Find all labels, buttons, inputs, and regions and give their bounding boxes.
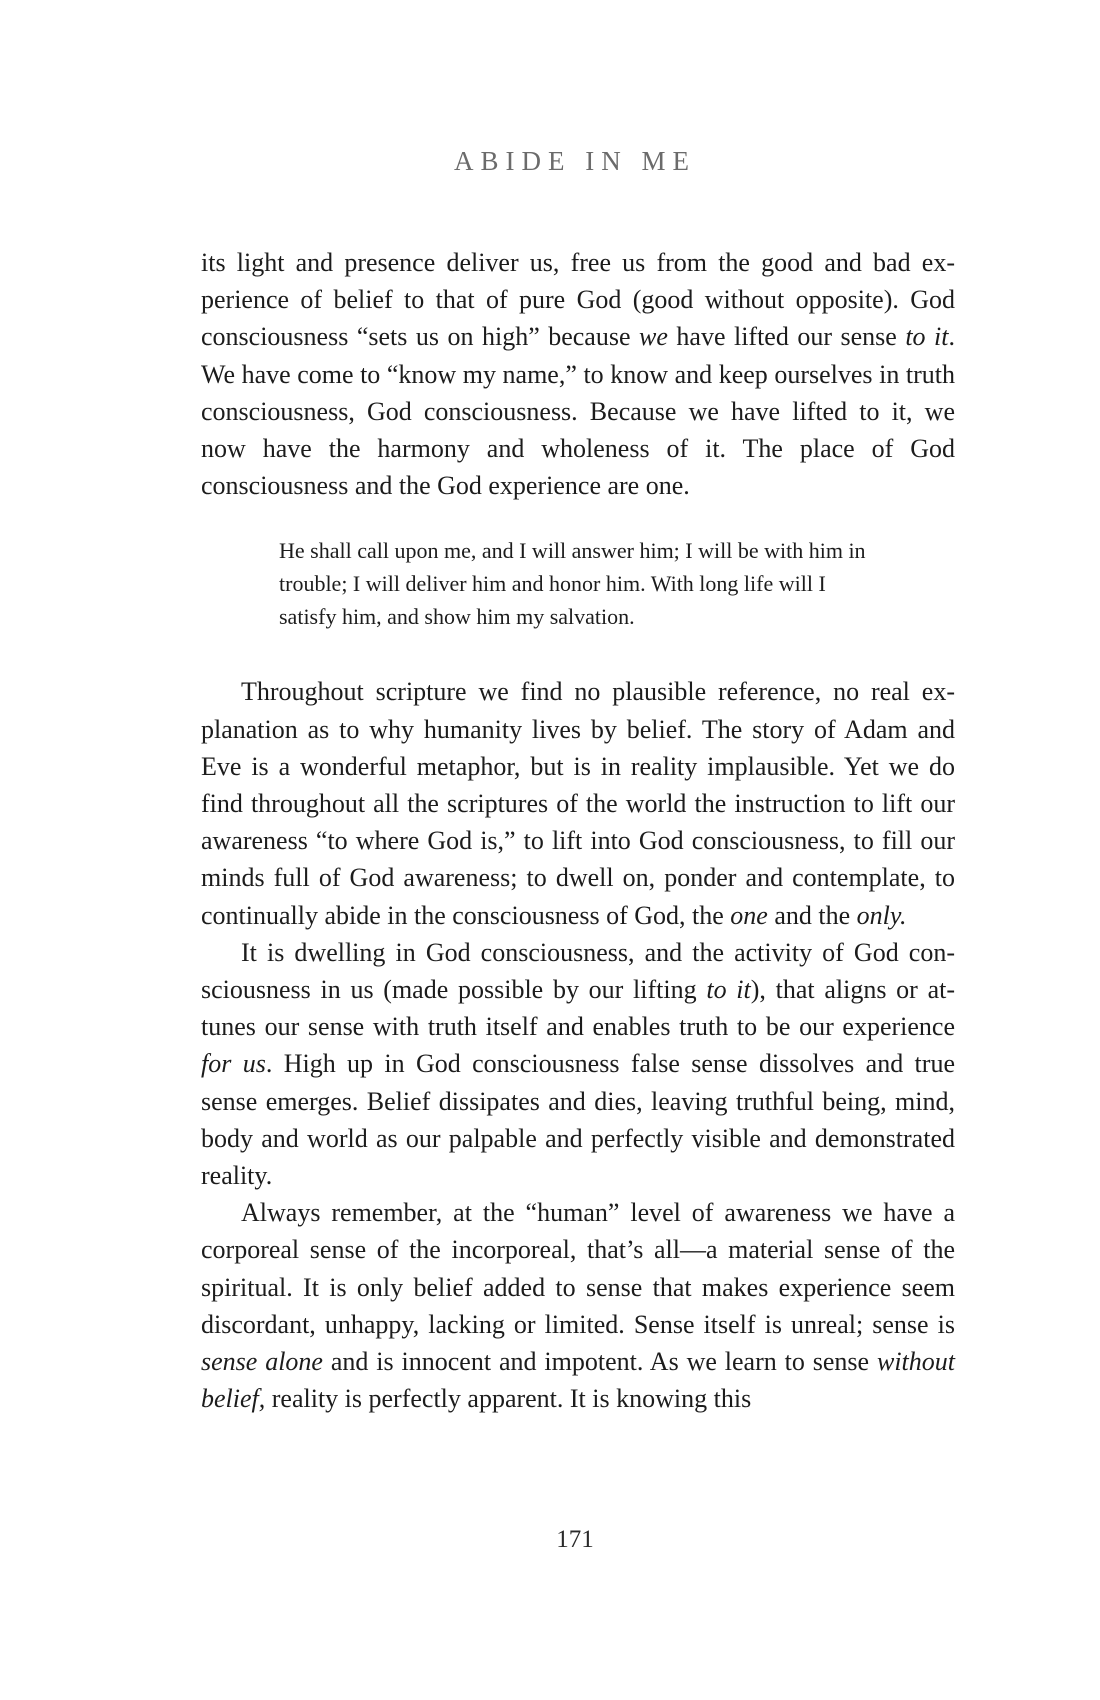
block-quote: He shall call upon me, and I will answer him; I will be with him in trouble; I will deliver him and honor him. With long life will I satisfy him, and show him my salvation.: [279, 538, 866, 630]
paragraph-text: Always remember, at the “human” level of awareness we have a corporeal sense of the incorporeal, that’s all—a material sense of the spiritual. It is only belief added to sense that makes experience seem discordant, unhappy, lacking or limited. Sense itself is unreal; sense is: [201, 1198, 955, 1339]
paragraph-text: It is dwelling in God consciousness, and the activity of God consciousness in us (made possible by our lifting: [201, 937, 955, 1005]
paragraph-text: and is innocent and impotent. As we learn to sense: [322, 1347, 877, 1377]
page-number: 171: [556, 1526, 594, 1553]
page-body: [201, 244, 955, 1417]
paragraph-text: ), that aligns or attunes our sense with truth itself and enables truth to be our experience: [201, 975, 956, 1042]
paragraph-text: . High up in God consciousness false sense dissolves and true sense emerges. Belief dissipates and dies, leaving truthful being, mind, body and world as our palpable and perfectly visible and demonstrated reality.: [201, 1049, 955, 1191]
paragraph-text: Throughout scripture we find no plausible reference, no real explanation as to why humanity lives by belief. The story of Adam and Eve is a wonderful metaphor, but is in reality implausible. Yet we do find throughout all the scriptures of the world the instruction to lift our awareness “to where God is,” to lift into God consciousness, to fill our minds full of God awareness; to dwell on, ponder and contemplate, to continually abide in the consciousness of God, the: [201, 677, 955, 930]
italic-text: without belief,: [201, 1347, 955, 1414]
italic-text: to it: [905, 322, 949, 352]
italic-text: one: [730, 900, 768, 930]
italic-text: sense alone: [201, 1347, 323, 1377]
italic-text: to it: [706, 975, 751, 1005]
paragraph: [201, 1194, 955, 1417]
italic-text: for us: [201, 1049, 266, 1079]
italic-text: we: [639, 322, 668, 352]
paragraph: [201, 673, 955, 933]
paragraph-text: have lifted our sense: [667, 322, 906, 352]
paragraph-text: reality is perfectly apparent. It is knowing this: [265, 1384, 752, 1414]
paragraph-continued: [201, 244, 955, 504]
italic-text: only.: [856, 900, 907, 930]
running-head: ABIDE IN ME: [454, 146, 696, 176]
paragraph-text: . We have come to “know my name,” to know and keep ourselves in truth consciousness, God consciousness. Because we have lifted to it, we now have the harmony and wholeness of it. The place of God consciousness and the God experience are one.: [201, 322, 955, 501]
paragraph-text: its light and presence deliver us, free us from the good and bad experience of belief to that of pure God (good without opposite). God consciousness “sets us on high” because: [201, 248, 955, 352]
paragraph-text: and the: [767, 900, 857, 930]
paragraph: [201, 934, 955, 1194]
